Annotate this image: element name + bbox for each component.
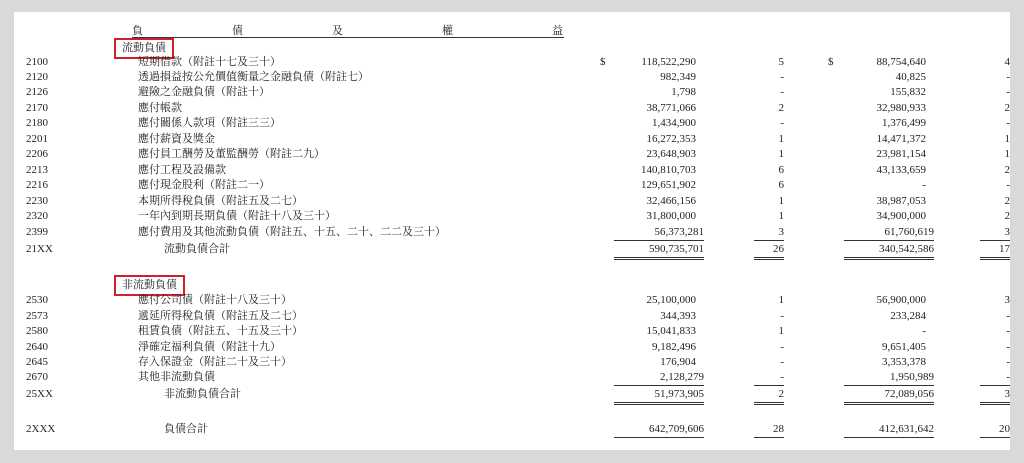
account-name: 負債合計: [164, 423, 208, 435]
grand-total-row: [14, 422, 1010, 437]
amount-current: 2,128,279: [614, 370, 704, 386]
header-char: 債: [232, 25, 243, 37]
account-code: 2120: [26, 71, 48, 83]
table-row: [14, 101, 1010, 116]
percent-prior: 1: [1004, 148, 1010, 160]
percent-prior: 3: [1004, 294, 1010, 306]
account-name: 其他非流動負債: [138, 371, 215, 383]
table-row: [14, 116, 1010, 131]
account-code: 2573: [26, 310, 48, 322]
table-row: [14, 85, 1010, 100]
percent-prior: -: [1006, 356, 1010, 368]
subtotal-row: [14, 242, 1010, 257]
account-name: 避險之金融負債（附註十）: [138, 86, 270, 98]
balance-sheet-page: [14, 12, 1010, 450]
amount-current: 56,373,281: [614, 225, 704, 241]
account-code: 2320: [26, 210, 48, 222]
account-name: 租賃負債（附註五、十五及三十）: [138, 325, 303, 337]
amount-prior: -: [922, 179, 926, 191]
amount-prior: 34,900,000: [876, 210, 926, 222]
percent-current: 1: [778, 210, 784, 222]
amount-current: 129,651,902: [641, 179, 696, 191]
amount-current: 1,434,900: [652, 117, 696, 129]
amount-current: 38,771,066: [646, 102, 696, 114]
percent-prior: 1: [1004, 133, 1010, 145]
account-code: 25XX: [26, 388, 53, 400]
account-name: 短期借款（附註十七及三十）: [138, 56, 281, 68]
amount-prior: 1,376,499: [882, 117, 926, 129]
percent-prior: -: [1006, 117, 1010, 129]
percent-prior: 2: [1004, 164, 1010, 176]
account-code: 2640: [26, 341, 48, 353]
amount-prior: 155,832: [890, 86, 926, 98]
percent-current: 6: [778, 164, 784, 176]
percent-prior: -: [1006, 179, 1010, 191]
header-char: 負: [132, 25, 143, 37]
percent-current: 1: [778, 133, 784, 145]
table-row: [14, 355, 1010, 370]
percent-prior: 2: [1004, 102, 1010, 114]
account-name: 透過損益按公允價值衡量之金融負債（附註七）: [138, 71, 369, 83]
percent-current: -: [780, 117, 784, 129]
percent-current: 1: [778, 325, 784, 337]
account-code: 2126: [26, 86, 48, 98]
percent-current: 3: [754, 225, 784, 241]
percent-prior: 20: [980, 422, 1010, 438]
account-code: 2580: [26, 325, 48, 337]
current-liabilities-label: 流動負債: [114, 38, 174, 59]
table-row: [14, 324, 1010, 339]
amount-prior: 32,980,933: [876, 102, 926, 114]
table-row: [14, 293, 1010, 308]
amount-prior: 88,754,640: [876, 56, 926, 68]
amount-prior: 3,353,378: [882, 356, 926, 368]
amount-current: 16,272,353: [646, 133, 696, 145]
table-row: [14, 340, 1010, 355]
account-code: 21XX: [26, 243, 53, 255]
percent-prior: 17: [980, 242, 1010, 260]
table-row: [14, 147, 1010, 162]
amount-prior: 23,981,154: [876, 148, 926, 160]
amount-current: 15,041,833: [646, 325, 696, 337]
table-row: [14, 209, 1010, 224]
amount-current: 1,798: [671, 86, 696, 98]
currency-symbol: $: [600, 56, 606, 68]
account-name: 應付現金股利（附註二一）: [138, 179, 270, 191]
percent-current: 1: [778, 195, 784, 207]
amount-prior: 72,089,056: [844, 387, 934, 405]
table-row: [14, 225, 1010, 240]
currency-symbol: $: [828, 56, 834, 68]
table-row: [14, 194, 1010, 209]
account-name: 應付公司債（附註十八及三十）: [138, 294, 292, 306]
percent-current: 1: [778, 294, 784, 306]
account-name: 應付關係人款項（附註三三）: [138, 117, 281, 129]
percent-prior: -: [980, 370, 1010, 386]
account-code: 2206: [26, 148, 48, 160]
table-row: [14, 70, 1010, 85]
amount-current: 32,466,156: [646, 195, 696, 207]
percent-current: 28: [754, 422, 784, 438]
amount-current: 9,182,496: [652, 341, 696, 353]
amount-prior: -: [922, 325, 926, 337]
account-name: 應付帳款: [138, 102, 182, 114]
amount-current: 176,904: [660, 356, 696, 368]
percent-current: 5: [778, 56, 784, 68]
percent-prior: 2: [1004, 210, 1010, 222]
percent-current: -: [780, 356, 784, 368]
account-name: 應付費用及其他流動負債（附註五、十五、二十、二二及三十）: [138, 226, 446, 238]
account-code: 2180: [26, 117, 48, 129]
amount-prior: 340,542,586: [844, 242, 934, 260]
percent-prior: -: [1006, 71, 1010, 83]
account-code: 2645: [26, 356, 48, 368]
account-name: 應付薪資及獎金: [138, 133, 215, 145]
amount-current: 31,800,000: [646, 210, 696, 222]
account-code: 2XXX: [26, 423, 56, 435]
amount-current: 25,100,000: [646, 294, 696, 306]
amount-prior: 233,284: [890, 310, 926, 322]
account-name: 流動負債合計: [164, 243, 230, 255]
table-row: [14, 309, 1010, 324]
header-underline: [132, 37, 564, 38]
percent-current: -: [780, 86, 784, 98]
account-name: 淨確定福利負債（附註十九）: [138, 341, 281, 353]
account-name: 存入保證金（附註二十及三十）: [138, 356, 292, 368]
amount-current: 118,522,290: [641, 56, 696, 68]
percent-current: 6: [778, 179, 784, 191]
amount-prior: 14,471,372: [876, 133, 926, 145]
percent-prior: -: [1006, 86, 1010, 98]
account-name: 遞延所得稅負債（附註五及二七）: [138, 310, 303, 322]
percent-prior: 2: [1004, 195, 1010, 207]
subtotal-row: [14, 387, 1010, 402]
amount-prior: 412,631,642: [844, 422, 934, 438]
amount-current: 344,393: [660, 310, 696, 322]
amount-prior: 38,987,053: [876, 195, 926, 207]
account-code: 2201: [26, 133, 48, 145]
percent-prior: 3: [980, 225, 1010, 241]
percent-prior: -: [1006, 341, 1010, 353]
percent-prior: 3: [980, 387, 1010, 405]
table-row: [14, 55, 1010, 70]
percent-current: -: [780, 341, 784, 353]
amount-prior: 43,133,659: [876, 164, 926, 176]
account-code: 2230: [26, 195, 48, 207]
amount-prior: 61,760,619: [844, 225, 934, 241]
percent-prior: -: [1006, 310, 1010, 322]
percent-current: 1: [778, 148, 784, 160]
amount-prior: 1,950,989: [844, 370, 934, 386]
account-name: 應付工程及設備款: [138, 164, 226, 176]
amount-prior: 40,825: [895, 71, 926, 83]
account-code: 2216: [26, 179, 48, 191]
percent-current: 26: [754, 242, 784, 260]
account-code: 2213: [26, 164, 48, 176]
account-code: 2670: [26, 371, 48, 383]
amount-current: 51,973,905: [614, 387, 704, 405]
amount-prior: 9,651,405: [882, 341, 926, 353]
account-code: 2170: [26, 102, 48, 114]
header-char: 權: [442, 25, 453, 37]
account-code: 2530: [26, 294, 48, 306]
amount-current: 140,810,703: [641, 164, 696, 176]
account-code: 2399: [26, 226, 48, 238]
amount-current: 590,735,701: [614, 242, 704, 260]
amount-prior: 56,900,000: [876, 294, 926, 306]
percent-prior: 4: [1004, 56, 1010, 68]
account-name: 本期所得稅負債（附註五及二七）: [138, 195, 303, 207]
table-row: [14, 163, 1010, 178]
account-code: 2100: [26, 56, 48, 68]
percent-current: 2: [754, 387, 784, 405]
amount-current: 642,709,606: [614, 422, 704, 438]
percent-current: -: [780, 310, 784, 322]
header-char: 及: [332, 25, 343, 37]
percent-current: -: [754, 370, 784, 386]
account-name: 非流動負債合計: [164, 388, 241, 400]
account-name: 應付員工酬勞及董監酬勞（附註二九）: [138, 148, 325, 160]
noncurrent-liabilities-label: 非流動負債: [114, 275, 185, 296]
percent-current: -: [780, 71, 784, 83]
table-row: [14, 370, 1010, 385]
account-name: 一年內到期長期負債（附註十八及三十）: [138, 210, 336, 222]
percent-current: 2: [778, 102, 784, 114]
table-row: [14, 132, 1010, 147]
percent-prior: -: [1006, 325, 1010, 337]
amount-current: 982,349: [660, 71, 696, 83]
header-char: 益: [552, 25, 563, 37]
table-row: [14, 178, 1010, 193]
amount-current: 23,648,903: [646, 148, 696, 160]
